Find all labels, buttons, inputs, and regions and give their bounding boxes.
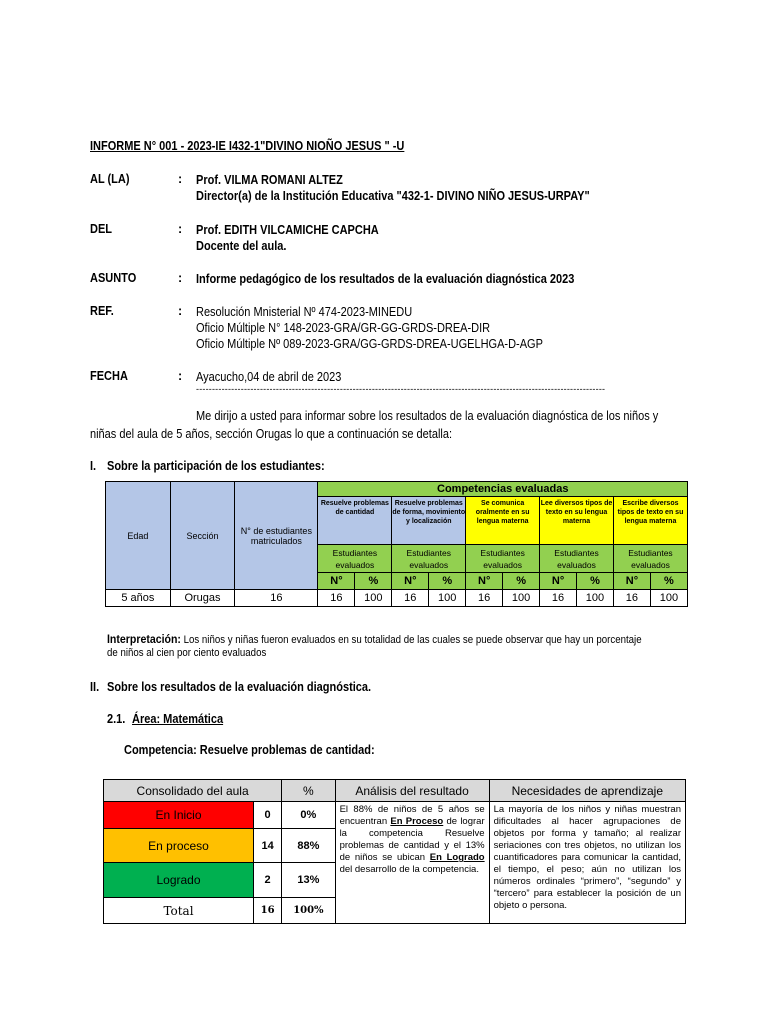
level-en-inicio: En Inicio — [104, 802, 254, 829]
ref-label: REF. — [90, 304, 114, 318]
level-pct: 0% — [282, 802, 335, 829]
analisis-part-2: de lograr la competencia Resuelve problemas de cantidad y el 13% de niños se ubican — [339, 816, 485, 863]
al-recipient-name: Prof. VILMA ROMANI ALTEZ — [196, 173, 343, 187]
intro-line-1: Me dirijo a usted para informar sobre los resultados de la evaluación diagnóstica de los niños y — [196, 409, 659, 423]
evaluados-label: Estudiantes evaluados — [613, 545, 687, 573]
header-matriculados: N° de estudiantes matriculados — [235, 482, 318, 590]
row-seccion: Orugas — [170, 590, 235, 607]
analisis-en-proceso: En Proceso — [390, 816, 444, 827]
n-header: N° — [392, 573, 429, 590]
competencia-oral: Se comunica oralmente en su lengua materna — [466, 497, 540, 545]
interpretation — [107, 632, 642, 648]
header-edad: Edad — [106, 482, 171, 590]
al-label: AL (LA) — [90, 172, 130, 186]
level-count: 0 — [254, 802, 282, 829]
interpretation-text-2: de niños al cien por ciento evaluados — [107, 647, 267, 659]
participation-table — [105, 481, 688, 607]
pct-header: % — [429, 573, 466, 590]
interpretation-text-1: Los niños y niñas fueron evaluados en su totalidad de las cuales se puede observar que hay un porcentaje — [183, 634, 642, 646]
row-value: 100 — [355, 590, 392, 607]
row-value: 16 — [466, 590, 503, 607]
row-value: 16 — [392, 590, 429, 607]
level-pct: 13% — [282, 863, 335, 898]
section-2-title: Sobre los resultados de la evaluación diagnóstica. — [107, 680, 372, 694]
row-value: 100 — [429, 590, 466, 607]
header-pct: % — [282, 780, 335, 802]
ref-line-1: Resolución Mnisterial Nº 474-2023-MINEDU — [196, 305, 413, 319]
total-pct: 100% — [282, 898, 335, 924]
level-count: 14 — [254, 829, 282, 863]
pct-header: % — [577, 573, 614, 590]
area-number: 2.1. — [107, 712, 126, 726]
header-necesidades: Necesidades de aprendizaje — [489, 780, 685, 802]
evaluados-label: Estudiantes evaluados — [392, 545, 466, 573]
evaluados-label: Estudiantes evaluados — [466, 545, 540, 573]
del-sender-name: Prof. EDITH VILCAMICHE CAPCHA — [196, 223, 379, 237]
intro-line-2: niñas del aula de 5 años, sección Orugas lo que a continuación se detalla: — [90, 427, 453, 441]
pct-header: % — [355, 573, 392, 590]
results-table — [103, 779, 686, 924]
level-pct: 88% — [282, 829, 335, 863]
pct-header: % — [503, 573, 540, 590]
del-label: DEL — [90, 222, 112, 236]
pct-header: % — [650, 573, 687, 590]
n-header: N° — [466, 573, 503, 590]
evaluados-label: Estudiantes evaluados — [540, 545, 614, 573]
header-seccion: Sección — [170, 482, 235, 590]
total-label: Total — [104, 898, 254, 924]
evaluados-label: Estudiantes evaluados — [318, 545, 392, 573]
asunto-value: Informe pedagógico de los resultados de la evaluación diagnóstica 2023 — [196, 272, 575, 286]
del-sender-role: Docente del aula. — [196, 239, 287, 253]
report-title: INFORME N° 001 - 2023-IE I432-1"DIVINO NIOÑO JESUS " -U — [90, 139, 405, 153]
asunto-colon: : — [178, 271, 183, 285]
header-analisis: Análisis del resultado — [335, 780, 489, 802]
analisis-part-1: El 88% de niños de 5 años se encuentran — [339, 804, 485, 827]
header-competencias: Competencias evaluadas — [318, 482, 688, 497]
section-1-number: I. — [90, 459, 97, 473]
level-en-proceso: En proceso — [104, 829, 254, 863]
competencia-cantidad: Resuelve problemas de cantidad — [318, 497, 392, 545]
al-colon: : — [178, 172, 183, 186]
ref-colon: : — [178, 304, 183, 318]
interpretation-label: Interpretación: — [107, 632, 181, 646]
row-value: 100 — [650, 590, 687, 607]
n-header: N° — [540, 573, 577, 590]
analisis-en-logrado: En Logrado — [429, 852, 485, 863]
fecha-colon: : — [178, 369, 183, 383]
level-logrado: Logrado — [104, 863, 254, 898]
n-header: N° — [318, 573, 355, 590]
level-count: 2 — [254, 863, 282, 898]
n-header: N° — [613, 573, 650, 590]
header-consolidado: Consolidado del aula — [104, 780, 282, 802]
fecha-label: FECHA — [90, 369, 128, 383]
competencia-heading: Competencia: Resuelve problemas de cantidad: — [124, 743, 375, 757]
del-colon: : — [178, 222, 183, 236]
row-value: 16 — [613, 590, 650, 607]
ref-line-2: Oficio Múltiple N° 148-2023-GRA/GR-GG-GRDS-DREA-DIR — [196, 321, 491, 335]
area-title: Área: Matemática — [132, 712, 224, 726]
ref-line-3: Oficio Múltiple Nº 089-2023-GRA/GG-GRDS-DREA-UGELHGA-D-AGP — [196, 337, 543, 351]
total-count: 16 — [254, 898, 282, 924]
row-matriculados: 16 — [235, 590, 318, 607]
row-value: 100 — [577, 590, 614, 607]
fecha-value: Ayacucho,04 de abril de 2023 — [196, 370, 342, 384]
section-2-number: II. — [90, 680, 100, 694]
asunto-label: ASUNTO — [90, 271, 137, 285]
analisis-part-3: del desarrollo de la competencia. — [339, 864, 479, 875]
row-value: 16 — [318, 590, 355, 607]
row-value: 16 — [540, 590, 577, 607]
competencia-forma: Resuelve problemas de forma, movimiento y localización — [392, 497, 466, 545]
competencia-lee: Lee diversos tipos de texto en su lengua materna — [540, 497, 614, 545]
analisis-text — [335, 802, 489, 924]
section-1-title: Sobre la participación de los estudiantes: — [107, 459, 325, 473]
row-edad: 5 años — [106, 590, 171, 607]
necesidades-text: La mayoría de los niños y niñas muestran dificultades al hacer agrupaciones de objetos por forma y tamaño; al realizar seriaciones con tres objetos, no utilizan los cuantificadores para comunicar la cantidad, el tiempo, el peso; aún no utilizan los números ordinales “primero”, “segundo” y “tercero” para establecer la posición de un objeto o persona. — [489, 802, 685, 924]
separator-line: -------------------------------------------------------------------------------------------------------------------------------- — [196, 384, 606, 394]
al-recipient-role: Director(a) de la Institución Educativa "432-1- DIVINO NIÑO JESUS-URPAY" — [196, 189, 590, 203]
row-value: 100 — [503, 590, 540, 607]
competencia-escribe: Escribe diversos tipos de texto en su lengua materna — [613, 497, 687, 545]
